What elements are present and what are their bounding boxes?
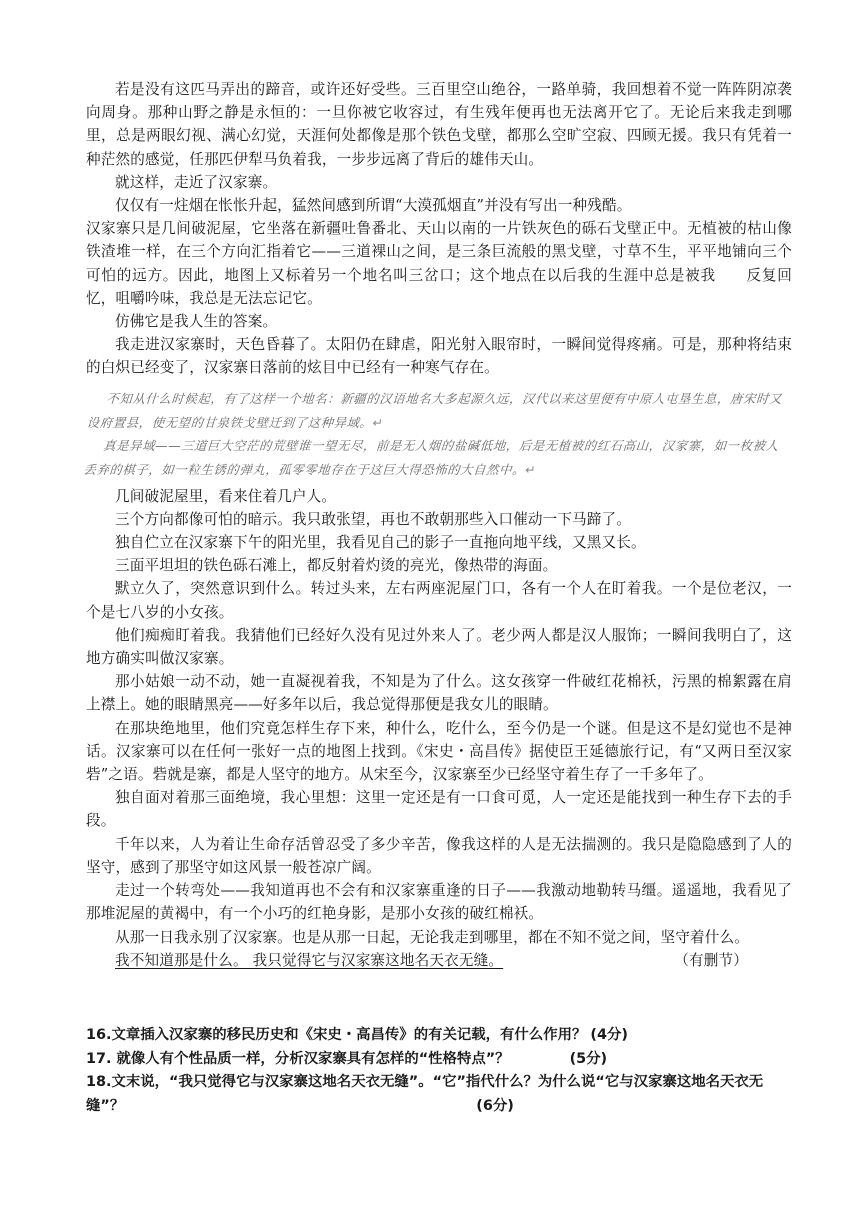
question-list (86, 1024, 792, 1118)
passage-paragraph: 汉家寨只是几间破泥屋，它坐落在新疆吐鲁番北、天山以南的一片铁灰色的砾石戈壁正中。无植被的枯山像铁渣堆一样，在三个方向汇指着它——三道裸山之间，是三条巨流般的黑戈壁，寸草不生，平平地铺向三个可怕的远方。因此，地图上又标着另一个地名叫三岔口；这个地点在以后我的生涯中总是被我 反复回忆，咀嚼吟味，我总是无法忘记它。 (86, 220, 792, 307)
passage-paragraph: 仿佛它是我人生的答案。 (115, 313, 278, 331)
question-18-continued: 缝”？ (6分) (86, 1095, 792, 1119)
passage-paragraph: 独自面对着那三面绝境，我心里想：这里一定还是有一口食可觅，人一定还是能找到一种生存下去的手段。 (86, 789, 792, 830)
question-points: (4分) (590, 1027, 628, 1043)
question-16: 16.文章插入汉家寨的移民历史和《宋史・高昌传》的有关记载，有什么作用？ (4分) (86, 1024, 792, 1048)
passage-paragraph: 那小姑娘一动不动，她一直凝视着我，不知是为了什么。这女孩穿一件破红花棉袄，污黑的棉絮露在肩上襟上。她的眼睛黑亮——好多年以后，我总觉得那便是我女儿的眼睛。 (86, 673, 792, 714)
passage-final-line (86, 949, 792, 972)
passage-paragraph: 若是没有这匹马弄出的蹄音，或许还好受些。三百里空山绝谷，一路单骑，我回想着不觉一阵阵阴凉袭向周身。那种山野之静是永恒的：一旦你被它收容过，有生残年便再也无法离开它了。无论后来我走到哪里，总是两眼幻视、满心幻觉，天涯何处都像是那个铁色戈壁，都那么空旷空寂、四顾无援。我只有凭着一种茫然的感觉，任那匹伊犁马负着我，一步步远离了背后的雄伟天山。 (86, 81, 792, 168)
passage-paragraph: 默立久了，突然意识到什么。转过头来，左右两座泥屋门口，各有一个人在盯着我。一个是位老汉，一个是七八岁的小女孩。 (86, 580, 792, 621)
passage-paragraph: 千年以来，人为着让生命存活曾忍受了多少辛苦，像我这样的人是无法揣测的。我只是隐隐感到了人的坚守，感到了那坚守如这风景一般苍凉广阔。 (86, 835, 792, 876)
passage-paragraph: 三面平坦坦的铁色砾石滩上，都反射着灼烫的亮光，像热带的海面。 (115, 557, 558, 575)
passage-paragraph: 走过一个转弯处——我知道再也不会有和汉家寨重逢的日子——我激动地勒转马缰。遥遥地，我看见了那堆泥屋的黄褐中，有一个小巧的红艳身影，是那小女孩的破红棉袄。 (86, 882, 792, 923)
question-17: 17. 就像人有个性品质一样，分析汉家寨具有怎样的“性格特点”？ (5分) (86, 1048, 792, 1072)
scanned-insert-block (83, 387, 796, 481)
scanned-insert-paragraph: 真是异域——三道巨大空茫的荒壁谁一望无尽，前是无人烟的盐碱低地，后是无植被的红石高山，汉家寨，如一枚被人丢弃的棋子，如一粒生锈的弹丸，孤零零地存在于这巨大得恐怖的大自然中。↵ (83, 437, 780, 477)
passage-paragraph: 仅仅有一炷烟在怅怅升起，猛然间感到所谓“大漠孤烟直”并没有写出一种残酷。 (115, 197, 632, 215)
question-18: 18.文末说，“我只觉得它与汉家寨这地名天衣无缝”。“它”指代什么？为什么说“它与汉家寨这地名天衣无 (86, 1074, 764, 1090)
question-points: (5分) (569, 1050, 608, 1067)
passage-paragraph: 他们痴痴盯着我。我猜他们已经好久没有见过外来人了。老少两人都是汉人服饰；一瞬间我明白了，这地方确实叫做汉家寨。 (86, 626, 792, 668)
passage-paragraph: 在那块绝地里，他们究竟怎样生存下来，种什么，吃什么，至今仍是一个谜。但是这不是幻觉也不是神话。汉家寨可以在任何一张好一点的地图上找到。《宋史・高昌传》据使臣王延德旅行记，有“又两日至汉家砦”之语。砦就是寨，都是人坚守的地方。从宋至今，汉家寨至少已经坚守着生存了一千多年了。 (86, 719, 792, 784)
passage-paragraph: 几间破泥屋里，看来住着几户人。 (115, 487, 337, 505)
final-sentence: 我不知道那是什么。 我只觉得它与汉家寨这地名天衣无缝。 (115, 951, 504, 969)
return-mark-icon: ↵ (372, 414, 385, 430)
reading-passage (83, 78, 792, 972)
passage-paragraph: 从那一日我永别了汉家寨。也是从那一日起，无论我走到哪里，都在不知不觉之间，坚守着什么。 (115, 928, 749, 946)
passage-paragraph: 我走进汉家寨时，天色昏暮了。太阳仍在肆虐，阳光射入眼帘时，一瞬间觉得疼痛。可是，那种将结束的白炽已经变了，汉家寨日落前的炫目中已经有一种寒气存在。 (86, 336, 792, 377)
return-mark-icon: ↵ (524, 461, 537, 477)
passage-paragraph: 独自伫立在汉家寨下午的阳光里，我看见自己的影子一直拖向地平线，又黑又长。 (115, 534, 646, 552)
scanned-insert-paragraph: 不知从什么时候起，有了这样一个地名：新疆的汉语地名大多起源久远，汉代以来这里便有中原人屯垦生息，唐宋时又设府置县，使无望的甘泉铁戈壁迁到了这种异域。↵ (86, 390, 783, 430)
source-note: （有删节） (674, 951, 748, 969)
question-points: (6分) (476, 1097, 514, 1114)
passage-paragraph: 就这样，走近了汉家寨。 (115, 173, 278, 191)
passage-paragraph: 三个方向都像可怕的暗示。我只敢张望，再也不敢朝那些入口催动一下马蹄了。 (115, 510, 632, 528)
